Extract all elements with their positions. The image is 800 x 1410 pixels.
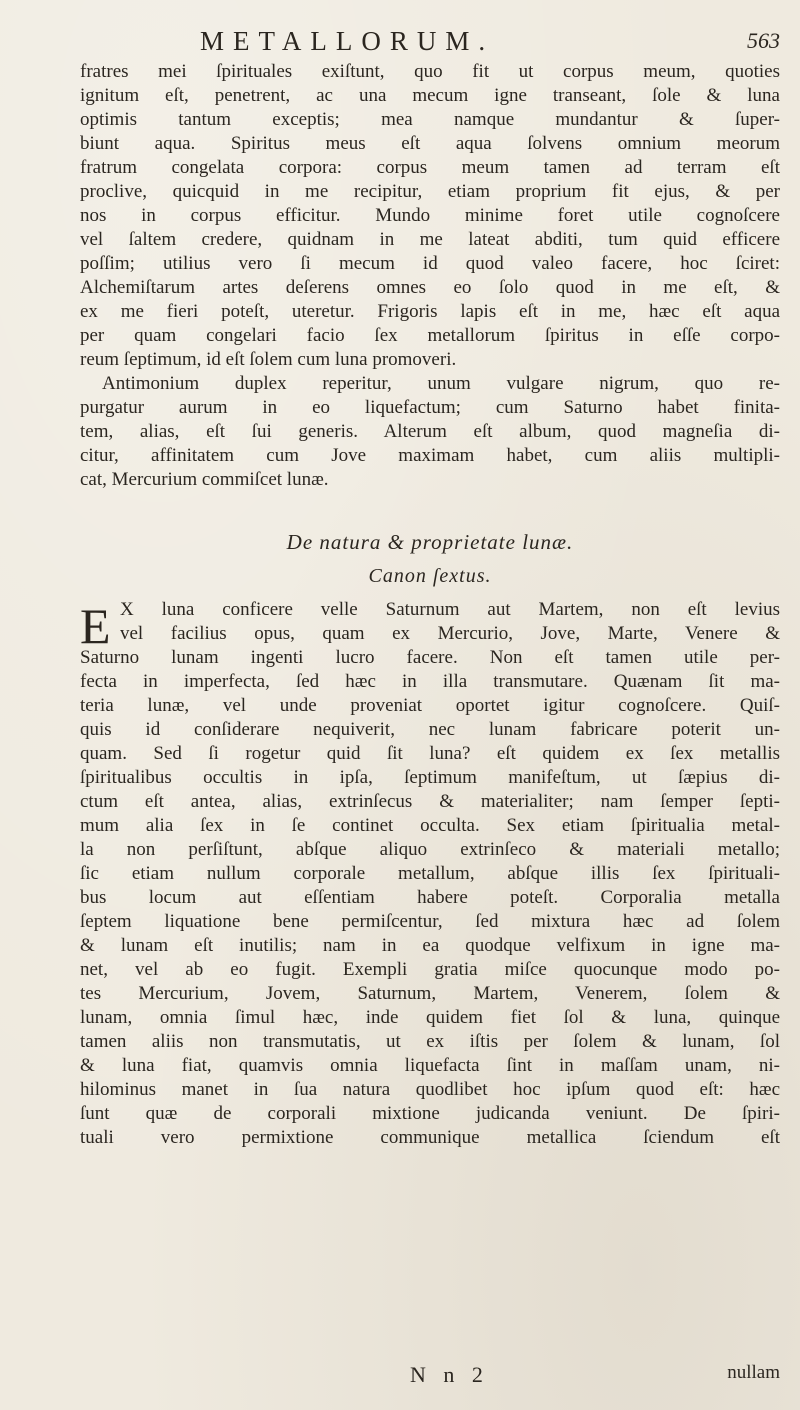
text-line: ſpiritualibus occultis in ipſa, ſeptimum manifeſtum, ut ſæpius di- — [80, 767, 780, 788]
text-line: tamen aliis non transmutatis, ut ex iſtis per ſolem & lunam, ſol — [80, 1031, 780, 1052]
paragraph-1 — [80, 60, 780, 492]
text-line: teria lunæ, vel unde proveniat oportet igitur cognoſcere. Quiſ- — [80, 695, 780, 716]
text-line: & lunam eſt inutilis; nam in ea quodque velfixum in igne ma- — [80, 935, 780, 956]
text-line: ſeptem liquatione bene permiſcentur, ſed mixtura hæc ad ſolem — [80, 911, 780, 932]
text-line: proclive, quicquid in me recipitur, etiam proprium fit ejus, & per — [80, 181, 780, 202]
text-line: hilominus manet in ſua natura quodlibet hoc ipſum quod eſt: hæc — [80, 1079, 780, 1100]
canon-title: Canon ſextus. — [368, 565, 492, 587]
text-line: fratrum congelata corpora: corpus meum tamen ad terram eſt — [80, 157, 780, 178]
text-line: Antimonium duplex reperitur, unum vulgare nigrum, quo re- — [102, 373, 780, 394]
section-title: De natura & proprietate lunæ. — [286, 530, 574, 554]
text-line: ctum eſt antea, alias, extrinſecus & materialiter; nam ſemper ſepti- — [80, 791, 780, 812]
text-line: tes Mercurium, Jovem, Saturnum, Martem, Venerem, ſolem & — [80, 983, 780, 1004]
text-line: tem, alias, eſt ſui generis. Alterum eſt album, quod magneſia di- — [80, 421, 780, 442]
text-line: fecta in imperfecta, ſed hæc in illa transmutare. Quænam ſit ma- — [80, 671, 780, 692]
page-footer — [80, 1362, 780, 1388]
running-head: METALLORUM. — [200, 26, 495, 56]
text-line: fratres mei ſpirituales exiſtunt, quo fit ut corpus meum, quoties — [80, 61, 780, 82]
page-header — [80, 26, 780, 56]
text-line: ex me fieri poteſt, uteretur. Frigoris lapis eſt in me, hæc eſt aqua — [80, 301, 780, 322]
text-line: la non perſiſtunt, abſque aliquo extrinſeco & materiali metallo; — [80, 839, 780, 860]
text-line: X luna conficere velle Saturnum aut Martem, non eſt levius — [120, 599, 780, 620]
text-line: vel ſaltem credere, quidnam in me lateat abditi, tum quid efficere — [80, 229, 780, 250]
text-line: mum alia ſex in ſe continet occulta. Sex etiam ſpiritualia metal- — [80, 815, 780, 836]
page-number: 563 — [747, 28, 780, 53]
text-line: cat, Mercurium commiſcet lunæ. — [80, 469, 329, 490]
text-line: optimis tantum exceptis; mea namque mundantur & ſuper- — [80, 109, 780, 130]
catchword: nullam — [727, 1362, 780, 1383]
text-line: tuali vero permixtione communique metallica ſciendum eſt — [80, 1127, 780, 1148]
text-line: biunt aqua. Spiritus meus eſt aqua ſolvens omnium meorum — [80, 133, 780, 154]
text-line: ignitum eſt, penetrent, ac una mecum igne transeant, ſole & luna — [80, 85, 780, 106]
text-line: bus locum aut eſſentiam habere poteſt. Corporalia metalla — [80, 887, 780, 908]
text-line: ſic etiam nullum corporale metallum, abſque illis ſex ſpirituali- — [80, 863, 780, 884]
paragraph-3 — [80, 598, 780, 1150]
text-line: purgatur aurum in eo liquefactum; cum Saturno habet finita- — [80, 397, 780, 418]
text-line: reum ſeptimum, id eſt ſolem cum luna promoveri. — [80, 349, 457, 370]
text-line: per quam congelari facio ſex metallorum ſpiritus in eſſe corpo- — [80, 325, 780, 346]
text-line: quam. Sed ſi rogetur quid ſit luna? eſt quidem ex ſex metallis — [80, 743, 780, 764]
text-line: net, vel ab eo fugit. Exempli gratia miſce quocunque modo po- — [80, 959, 780, 980]
text-line: Alchemiſtarum artes deſerens omnes eo ſolo quod in me eſt, & — [80, 277, 780, 298]
signature-mark: N n 2 — [410, 1362, 489, 1387]
text-line: nos in corpus efficitur. Mundo minime foret utile cognoſcere — [80, 205, 780, 226]
drop-cap: E — [80, 598, 111, 654]
text-line: quis id conſiderare nequiverit, nec lunam fabricare poterit un- — [80, 719, 780, 740]
text-line: & luna fiat, quamvis omnia liquefacta ſint in maſſam unam, ni- — [80, 1055, 780, 1076]
text-line: ſunt quæ de corporali mixtione judicanda veniunt. De ſpiri- — [80, 1103, 780, 1124]
text-line: Saturno lunam ingenti lucro facere. Non eſt tamen utile per- — [80, 647, 780, 668]
text-line: vel facilius opus, quam ex Mercurio, Jove, Marte, Venere & — [120, 623, 780, 644]
text-line: citur, affinitatem cum Jove maximam habet, cum aliis multipli- — [80, 445, 780, 466]
text-line: lunam, omnia ſimul hæc, inde quidem fiet ſol & luna, quinque — [80, 1007, 780, 1028]
text-line: poſſim; utilius vero ſi mecum id quod valeo facere, hoc ſciret: — [80, 253, 780, 274]
